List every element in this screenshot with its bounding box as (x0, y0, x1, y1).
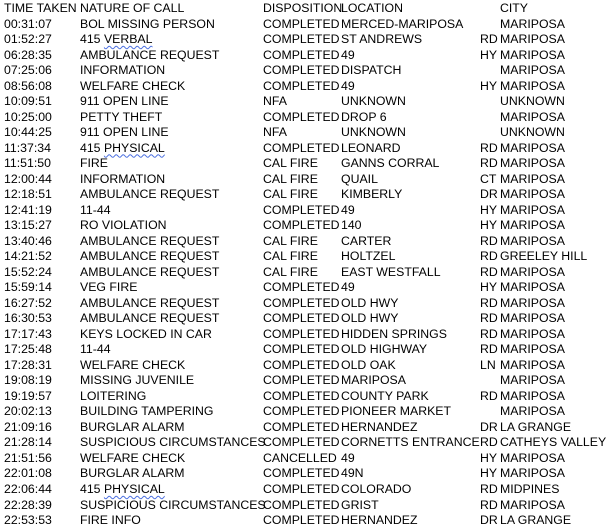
time-cell: 22:06:44 (4, 481, 52, 496)
time-cell: 19:19:57 (4, 388, 52, 403)
location-cell: COLORADO (341, 481, 412, 496)
nature-cell: BOL MISSING PERSON (80, 16, 215, 31)
nature-cell: FIRE INFO (80, 513, 141, 528)
city-cell: MARIPOSA (500, 156, 565, 171)
spellcheck-underline: PHYSICAL (103, 481, 165, 496)
time-cell: 16:27:52 (4, 295, 52, 310)
location-cell: QUAIL (341, 171, 378, 186)
disposition-cell: COMPLETED (263, 388, 340, 403)
table-row (0, 187, 614, 203)
street-suffix-cell: LN (480, 357, 496, 372)
location-cell: GANNS CORRAL (341, 156, 440, 171)
table-row (0, 79, 614, 95)
city-cell: MARIPOSA (500, 466, 565, 481)
time-cell: 17:25:48 (4, 342, 52, 357)
street-suffix-cell: HY (480, 280, 498, 295)
location-cell: UNKNOWN (341, 94, 406, 109)
location-cell: 49 (341, 280, 355, 295)
street-suffix-cell: RD (480, 264, 498, 279)
table-row (0, 513, 614, 529)
city-cell: MARIPOSA (500, 326, 565, 341)
street-suffix-cell: RD (480, 481, 498, 496)
nature-cell: 415 VERBAL (80, 32, 153, 47)
nature-cell: AMBULANCE REQUEST (80, 295, 220, 310)
table-row (0, 141, 614, 157)
time-cell: 14:21:52 (4, 249, 52, 264)
header-time-taken: TIME TAKEN (4, 1, 77, 15)
city-cell: MARIPOSA (500, 450, 565, 465)
city-cell: MARIPOSA (500, 202, 565, 217)
location-cell: 49 (341, 47, 355, 62)
time-cell: 01:52:27 (4, 32, 52, 47)
street-suffix-cell: RD (480, 326, 498, 341)
nature-cell: 415 PHYSICAL (80, 140, 165, 155)
location-cell: PIONEER MARKET (341, 404, 452, 419)
table-row (0, 498, 614, 514)
location-cell: MERCED-MARIPOSA (341, 16, 464, 31)
disposition-cell: NFA (263, 94, 287, 109)
disposition-cell: COMPLETED (263, 218, 340, 233)
disposition-cell: COMPLETED (263, 404, 340, 419)
street-suffix-cell: HY (480, 47, 498, 62)
time-cell: 13:15:27 (4, 218, 52, 233)
spellcheck-underline: VERBAL (103, 32, 153, 47)
city-cell: MARIPOSA (500, 47, 565, 62)
city-cell: MARIPOSA (500, 16, 565, 31)
nature-cell: AMBULANCE REQUEST (80, 187, 220, 202)
table-row (0, 172, 614, 188)
time-cell: 21:51:56 (4, 450, 52, 465)
city-cell: MARIPOSA (500, 357, 565, 372)
disposition-cell: COMPLETED (263, 435, 340, 450)
location-cell: HERNANDEZ (341, 419, 418, 434)
city-cell: LA GRANGE (500, 513, 572, 528)
nature-cell: 911 OPEN LINE (80, 125, 169, 140)
street-suffix-cell: RD (480, 342, 498, 357)
time-cell: 10:44:25 (4, 125, 52, 140)
table-row (0, 327, 614, 343)
nature-cell: AMBULANCE REQUEST (80, 311, 220, 326)
table-row (0, 203, 614, 219)
city-cell: MARIPOSA (500, 78, 565, 93)
time-cell: 11:51:50 (4, 156, 51, 171)
disposition-cell: CAL FIRE (263, 171, 318, 186)
table-row (0, 265, 614, 281)
location-cell: DROP 6 (341, 109, 387, 124)
city-cell: UNKNOWN (500, 125, 565, 140)
location-cell: 49N (341, 466, 364, 481)
city-cell: MARIPOSA (500, 140, 565, 155)
nature-cell: PETTY THEFT (80, 109, 163, 124)
spellcheck-underline: PHYSICAL (103, 140, 165, 155)
time-cell: 22:01:08 (4, 466, 52, 481)
nature-cell: AMBULANCE REQUEST (80, 233, 220, 248)
street-suffix-cell: RD (480, 295, 498, 310)
city-cell: MARIPOSA (500, 63, 565, 78)
header-city: CITY (500, 1, 529, 15)
city-cell: MARIPOSA (500, 388, 565, 403)
time-cell: 13:40:46 (4, 233, 52, 248)
street-suffix-cell: RD (480, 140, 498, 155)
time-cell: 20:02:13 (4, 404, 52, 419)
location-cell: 140 (341, 218, 362, 233)
table-row (0, 280, 614, 296)
nature-cell: INFORMATION (80, 171, 166, 186)
disposition-cell: CANCELLED (263, 450, 337, 465)
disposition-cell: COMPLETED (263, 326, 340, 341)
city-cell: MARIPOSA (500, 404, 565, 419)
street-suffix-cell: RD (480, 311, 498, 326)
disposition-cell: CAL FIRE (263, 156, 318, 171)
disposition-cell: CAL FIRE (263, 264, 318, 279)
nature-cell: BUILDING TAMPERING (80, 404, 214, 419)
time-cell: 21:28:14 (4, 435, 52, 450)
time-cell: 22:53:53 (4, 513, 52, 528)
time-cell: 11:37:34 (4, 140, 51, 155)
disposition-cell: COMPLETED (263, 497, 340, 512)
street-suffix-cell: RD (480, 233, 498, 248)
header-row (0, 1, 614, 17)
location-cell: 49 (341, 450, 355, 465)
city-cell: MARIPOSA (500, 373, 565, 388)
table-row (0, 63, 614, 79)
nature-cell: AMBULANCE REQUEST (80, 249, 220, 264)
street-suffix-cell: HY (480, 78, 498, 93)
city-cell: LA GRANGE (500, 419, 572, 434)
disposition-cell: COMPLETED (263, 16, 340, 31)
location-cell: KIMBERLY (341, 187, 403, 202)
table-row (0, 156, 614, 172)
nature-cell: 911 OPEN LINE (80, 94, 169, 109)
time-cell: 17:17:43 (4, 326, 52, 341)
call-log-rows (0, 17, 614, 529)
header-disposition: DISPOSITION (263, 1, 343, 15)
street-suffix-cell: CT (480, 171, 497, 186)
disposition-cell: COMPLETED (263, 513, 340, 528)
city-cell: MARIPOSA (500, 280, 565, 295)
call-log-table (0, 1, 614, 529)
disposition-cell: COMPLETED (263, 78, 340, 93)
time-cell: 12:18:51 (4, 187, 52, 202)
nature-cell: WELFARE CHECK (80, 450, 186, 465)
nature-cell: KEYS LOCKED IN CAR (80, 326, 212, 341)
table-row (0, 420, 614, 436)
disposition-cell: COMPLETED (263, 295, 340, 310)
city-cell: MARIPOSA (500, 311, 565, 326)
time-cell: 10:25:00 (4, 109, 52, 124)
disposition-cell: COMPLETED (263, 202, 340, 217)
street-suffix-cell: RD (480, 497, 498, 512)
location-cell: HOLTZEL (341, 249, 396, 264)
location-cell: HIDDEN SPRINGS (341, 326, 447, 341)
nature-cell: BURGLAR ALARM (80, 419, 185, 434)
city-cell: MARIPOSA (500, 187, 565, 202)
street-suffix-cell: RD (480, 32, 498, 47)
street-suffix-cell: RD (480, 435, 498, 450)
location-cell: OLD HWY (341, 311, 399, 326)
city-cell: MARIPOSA (500, 264, 565, 279)
disposition-cell: COMPLETED (263, 481, 340, 496)
location-cell: 49 (341, 78, 355, 93)
header-nature-of-call: NATURE OF CALL (80, 1, 185, 15)
time-cell: 17:28:31 (4, 357, 52, 372)
city-cell: MARIPOSA (500, 233, 565, 248)
time-cell: 06:28:35 (4, 47, 52, 62)
location-cell: CARTER (341, 233, 392, 248)
disposition-cell: COMPLETED (263, 63, 340, 78)
table-row (0, 311, 614, 327)
nature-cell: 11-44 (80, 202, 111, 217)
header-location: LOCATION (341, 1, 403, 15)
table-row (0, 32, 614, 48)
disposition-cell: COMPLETED (263, 311, 340, 326)
city-cell: MIDPINES (500, 481, 560, 496)
street-suffix-cell: DR (480, 419, 498, 434)
time-cell: 10:09:51 (4, 94, 52, 109)
table-row (0, 435, 614, 451)
nature-cell: INFORMATION (80, 63, 166, 78)
nature-cell: WELFARE CHECK (80, 357, 186, 372)
nature-cell: FIRE (80, 156, 109, 171)
nature-cell: SUSPICIOUS CIRCUMSTANCES (80, 497, 266, 512)
time-cell: 16:30:53 (4, 311, 52, 326)
table-row (0, 404, 614, 420)
street-suffix-cell: HY (480, 202, 498, 217)
location-cell: ST ANDREWS (341, 32, 423, 47)
time-cell: 00:31:07 (4, 16, 52, 31)
street-suffix-cell: RD (480, 249, 498, 264)
disposition-cell: COMPLETED (263, 342, 340, 357)
location-cell: OLD HWY (341, 295, 399, 310)
location-cell: LEONARD (341, 140, 401, 155)
street-suffix-cell: RD (480, 156, 498, 171)
table-row (0, 110, 614, 126)
location-cell: CORNETTS ENTRANCE (341, 435, 480, 450)
table-row (0, 466, 614, 482)
disposition-cell: COMPLETED (263, 466, 340, 481)
city-cell: MARIPOSA (500, 32, 565, 47)
city-cell: UNKNOWN (500, 94, 565, 109)
nature-cell: RO VIOLATION (80, 218, 167, 233)
nature-cell: BURGLAR ALARM (80, 466, 185, 481)
city-cell: MARIPOSA (500, 218, 565, 233)
table-row (0, 296, 614, 312)
time-cell: 21:09:16 (4, 419, 52, 434)
disposition-cell: COMPLETED (263, 47, 340, 62)
location-cell: EAST WESTFALL (341, 264, 441, 279)
disposition-cell: CAL FIRE (263, 233, 318, 248)
time-cell: 19:08:19 (4, 373, 52, 388)
time-cell: 15:59:14 (4, 280, 52, 295)
disposition-cell: COMPLETED (263, 419, 340, 434)
location-cell: 49 (341, 202, 355, 217)
disposition-cell: COMPLETED (263, 280, 340, 295)
nature-cell: 11-44 (80, 342, 111, 357)
nature-cell: 415 PHYSICAL (80, 481, 165, 496)
nature-cell: MISSING JUVENILE (80, 373, 195, 388)
nature-cell: AMBULANCE REQUEST (80, 264, 220, 279)
table-row (0, 94, 614, 110)
table-row (0, 125, 614, 141)
table-row (0, 451, 614, 467)
disposition-cell: COMPLETED (263, 373, 340, 388)
location-cell: HERNANDEZ (341, 513, 418, 528)
table-row (0, 373, 614, 389)
disposition-cell: COMPLETED (263, 109, 340, 124)
street-suffix-cell: DR (480, 513, 498, 528)
disposition-cell: COMPLETED (263, 357, 340, 372)
table-row (0, 482, 614, 498)
location-cell: DISPATCH (341, 63, 402, 78)
city-cell: GREELEY HILL (500, 249, 588, 264)
location-cell: COUNTY PARK (341, 388, 429, 403)
table-row (0, 218, 614, 234)
location-cell: OLD OAK (341, 357, 396, 372)
time-cell: 08:56:08 (4, 78, 52, 93)
nature-cell: SUSPICIOUS CIRCUMSTANCES (80, 435, 266, 450)
street-suffix-cell: HY (480, 466, 498, 481)
table-row (0, 358, 614, 374)
city-cell: MARIPOSA (500, 171, 565, 186)
city-cell: MARIPOSA (500, 497, 565, 512)
time-cell: 15:52:24 (4, 264, 52, 279)
location-cell: UNKNOWN (341, 125, 406, 140)
disposition-cell: NFA (263, 125, 287, 140)
time-cell: 22:28:39 (4, 497, 52, 512)
table-row (0, 342, 614, 358)
time-cell: 07:25:06 (4, 63, 52, 78)
table-row (0, 389, 614, 405)
table-row (0, 234, 614, 250)
disposition-cell: COMPLETED (263, 32, 340, 47)
street-suffix-cell: HY (480, 450, 498, 465)
time-cell: 12:41:19 (4, 202, 52, 217)
location-cell: MARIPOSA (341, 373, 406, 388)
city-cell: MARIPOSA (500, 295, 565, 310)
disposition-cell: CAL FIRE (263, 249, 318, 264)
city-cell: MARIPOSA (500, 109, 565, 124)
nature-cell: WELFARE CHECK (80, 78, 186, 93)
table-row (0, 249, 614, 265)
city-cell: MARIPOSA (500, 342, 565, 357)
nature-cell: LOITERING (80, 388, 147, 403)
street-suffix-cell: RD (480, 388, 498, 403)
location-cell: GRIST (341, 497, 379, 512)
table-row (0, 17, 614, 33)
location-cell: OLD HIGHWAY (341, 342, 428, 357)
city-cell: CATHEYS VALLEY (500, 435, 607, 450)
nature-cell: VEG FIRE (80, 280, 138, 295)
street-suffix-cell: HY (480, 218, 498, 233)
disposition-cell: COMPLETED (263, 140, 340, 155)
table-row (0, 48, 614, 64)
time-cell: 12:00:44 (4, 171, 52, 186)
street-suffix-cell: DR (480, 187, 498, 202)
nature-cell: AMBULANCE REQUEST (80, 47, 220, 62)
disposition-cell: CAL FIRE (263, 187, 318, 202)
